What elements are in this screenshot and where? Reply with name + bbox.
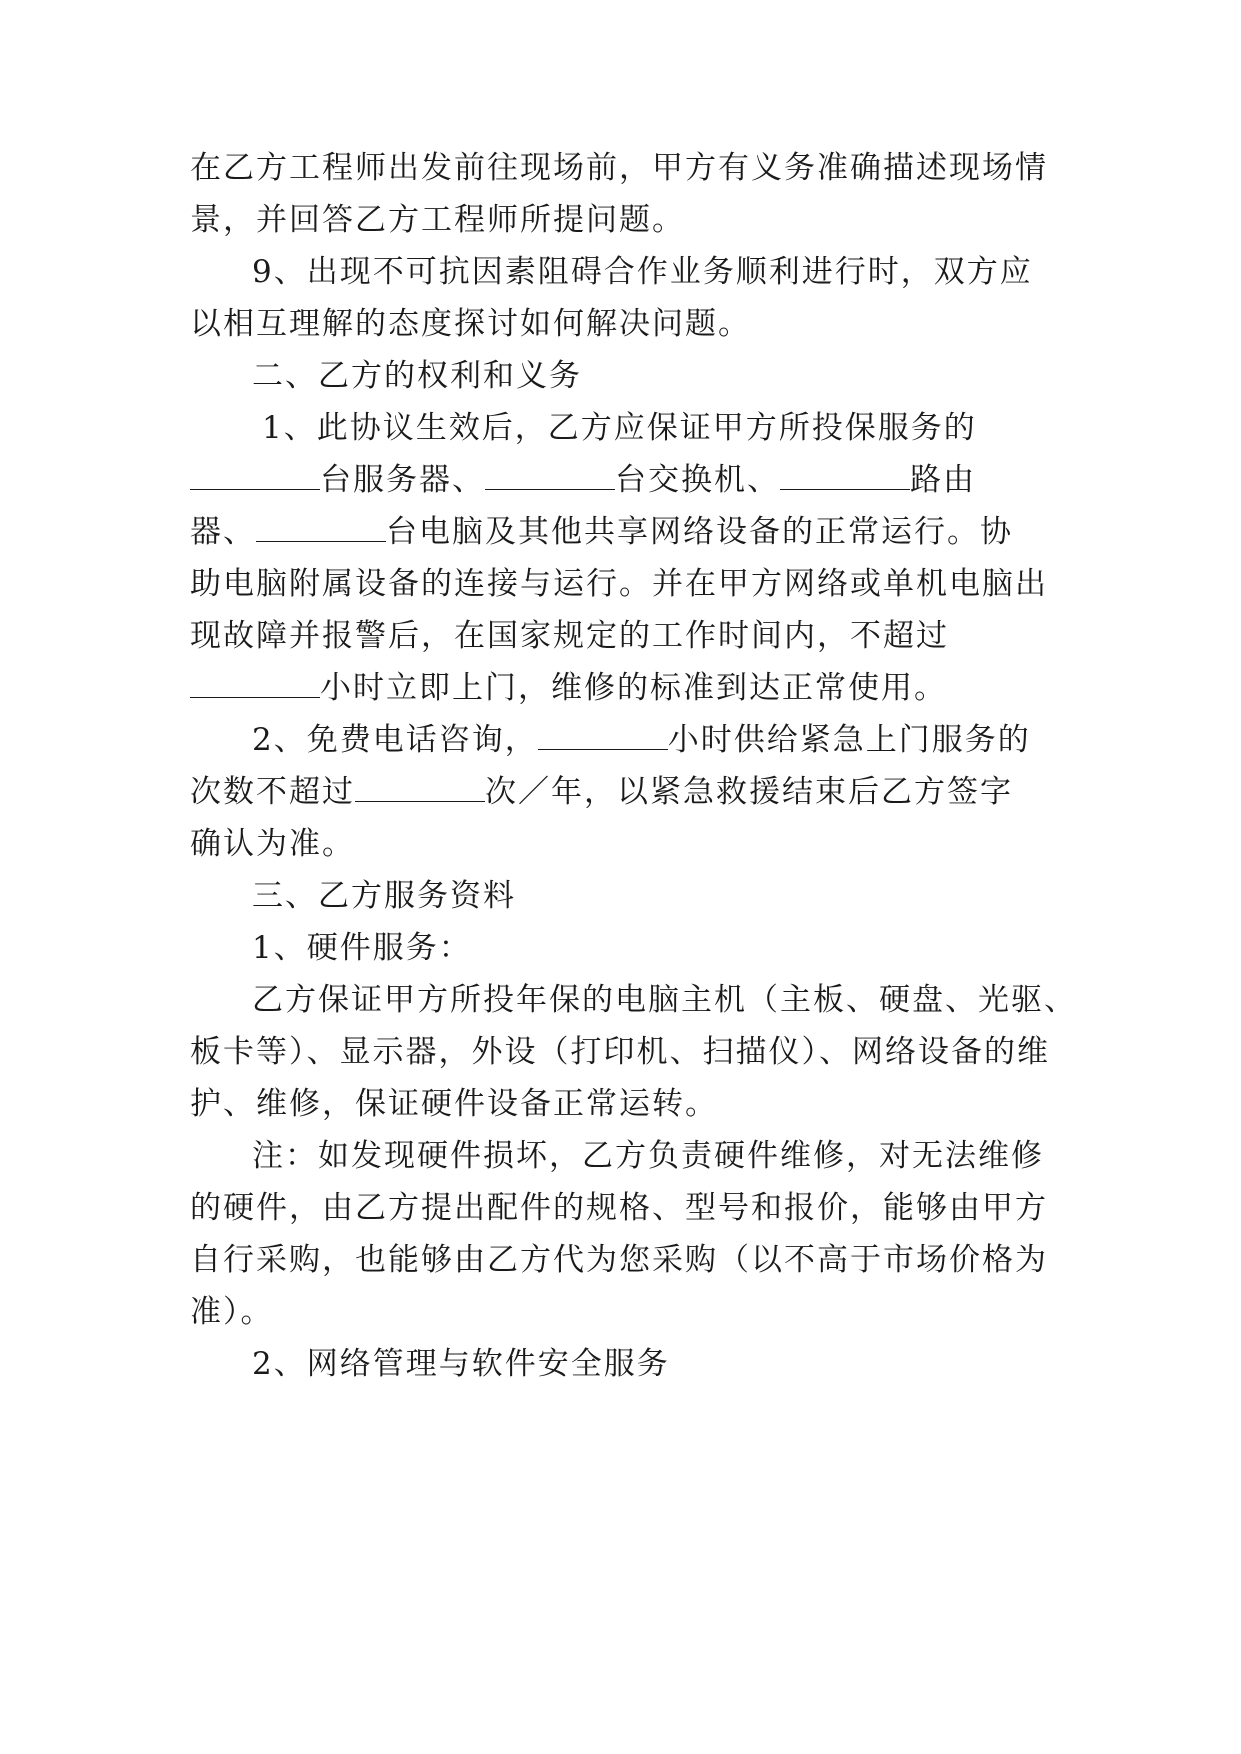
paragraph-line bbox=[190, 616, 949, 656]
section-heading bbox=[252, 356, 582, 396]
text: 台电脑及其他共享网络设备的正常运行。协 bbox=[386, 514, 1013, 550]
paragraph-line bbox=[190, 1084, 718, 1124]
paragraph-line bbox=[190, 668, 947, 708]
text: 2、网络管理与软件安全服务 bbox=[252, 1346, 670, 1382]
paragraph-line bbox=[190, 824, 355, 864]
fill-blank[interactable] bbox=[780, 461, 910, 490]
text: 助电脑附属设备的连接与运行。并在甲方网络或单机电脑出 bbox=[190, 566, 1048, 602]
paragraph-line bbox=[190, 200, 685, 240]
paragraph-line bbox=[252, 252, 1033, 292]
text: 乙方保证甲方所投年保的电脑主机（主板、硬盘、光驱、 bbox=[252, 982, 1077, 1018]
text: 在乙方工程师出发前往现场前，甲方有义务准确描述现场情 bbox=[190, 150, 1048, 186]
text: 现故障并报警后，在国家规定的工作时间内，不超过 bbox=[190, 618, 949, 654]
text: 次数不超过 bbox=[190, 774, 355, 810]
section-heading bbox=[252, 876, 516, 916]
text: 1、此协议生效后，乙方应保证甲方所投保服务的 bbox=[262, 410, 977, 446]
paragraph-line bbox=[190, 1240, 1048, 1280]
text: 台交换机、 bbox=[615, 462, 780, 498]
text: 2、免费电话咨询， bbox=[252, 722, 538, 758]
text: 护、维修，保证硬件设备正常运转。 bbox=[190, 1086, 718, 1122]
text: 1、硬件服务： bbox=[252, 930, 472, 966]
fill-blank[interactable] bbox=[256, 513, 386, 542]
paragraph-line bbox=[190, 1292, 274, 1332]
fill-blank[interactable] bbox=[538, 721, 668, 750]
paragraph-line bbox=[252, 980, 1077, 1020]
text: 景，并回答乙方工程师所提问题。 bbox=[190, 202, 685, 238]
text: 三、乙方服务资料 bbox=[252, 878, 516, 914]
text: 注：如发现硬件损坏，乙方负责硬件维修，对无法维修 bbox=[252, 1138, 1044, 1174]
text: 器、 bbox=[190, 514, 256, 550]
text: 准）。 bbox=[190, 1294, 274, 1330]
paragraph-line bbox=[190, 772, 1013, 812]
paragraph-line bbox=[252, 1136, 1044, 1176]
text: 的硬件，由乙方提出配件的规格、型号和报价，能够由甲方 bbox=[190, 1190, 1048, 1226]
paragraph-line bbox=[252, 720, 1031, 760]
paragraph-line bbox=[190, 1032, 1050, 1072]
paragraph-line bbox=[190, 148, 1048, 188]
fill-blank[interactable] bbox=[190, 669, 320, 698]
paragraph-line bbox=[190, 512, 1013, 552]
text: 小时供给紧急上门服务的 bbox=[667, 722, 1031, 758]
paragraph-line bbox=[190, 304, 751, 344]
subsection-heading bbox=[252, 1344, 670, 1384]
text: 路由 bbox=[910, 462, 976, 498]
text: 9、出现不可抗因素阻碍合作业务顺利进行时，双方应 bbox=[252, 254, 1033, 290]
paragraph-line bbox=[190, 460, 976, 500]
paragraph-line bbox=[190, 1188, 1048, 1228]
text: 自行采购，也能够由乙方代为您采购（以不高于市场价格为 bbox=[190, 1242, 1048, 1278]
text: 小时立即上门，维修的标准到达正常使用。 bbox=[320, 670, 947, 706]
fill-blank[interactable] bbox=[355, 773, 485, 802]
text: 以相互理解的态度探讨如何解决问题。 bbox=[190, 306, 751, 342]
fill-blank[interactable] bbox=[190, 461, 320, 490]
text: 确认为准。 bbox=[190, 826, 355, 862]
subsection-heading bbox=[252, 928, 472, 968]
paragraph-line bbox=[262, 408, 977, 448]
text: 次／年，以紧急救援结束后乙方签字 bbox=[485, 774, 1013, 810]
text: 二、乙方的权利和义务 bbox=[252, 358, 582, 394]
fill-blank[interactable] bbox=[485, 461, 615, 490]
text: 台服务器、 bbox=[320, 462, 485, 498]
text: 板卡等）、显示器，外设（打印机、扫描仪）、网络设备的维 bbox=[190, 1034, 1050, 1070]
paragraph-line bbox=[190, 564, 1048, 604]
